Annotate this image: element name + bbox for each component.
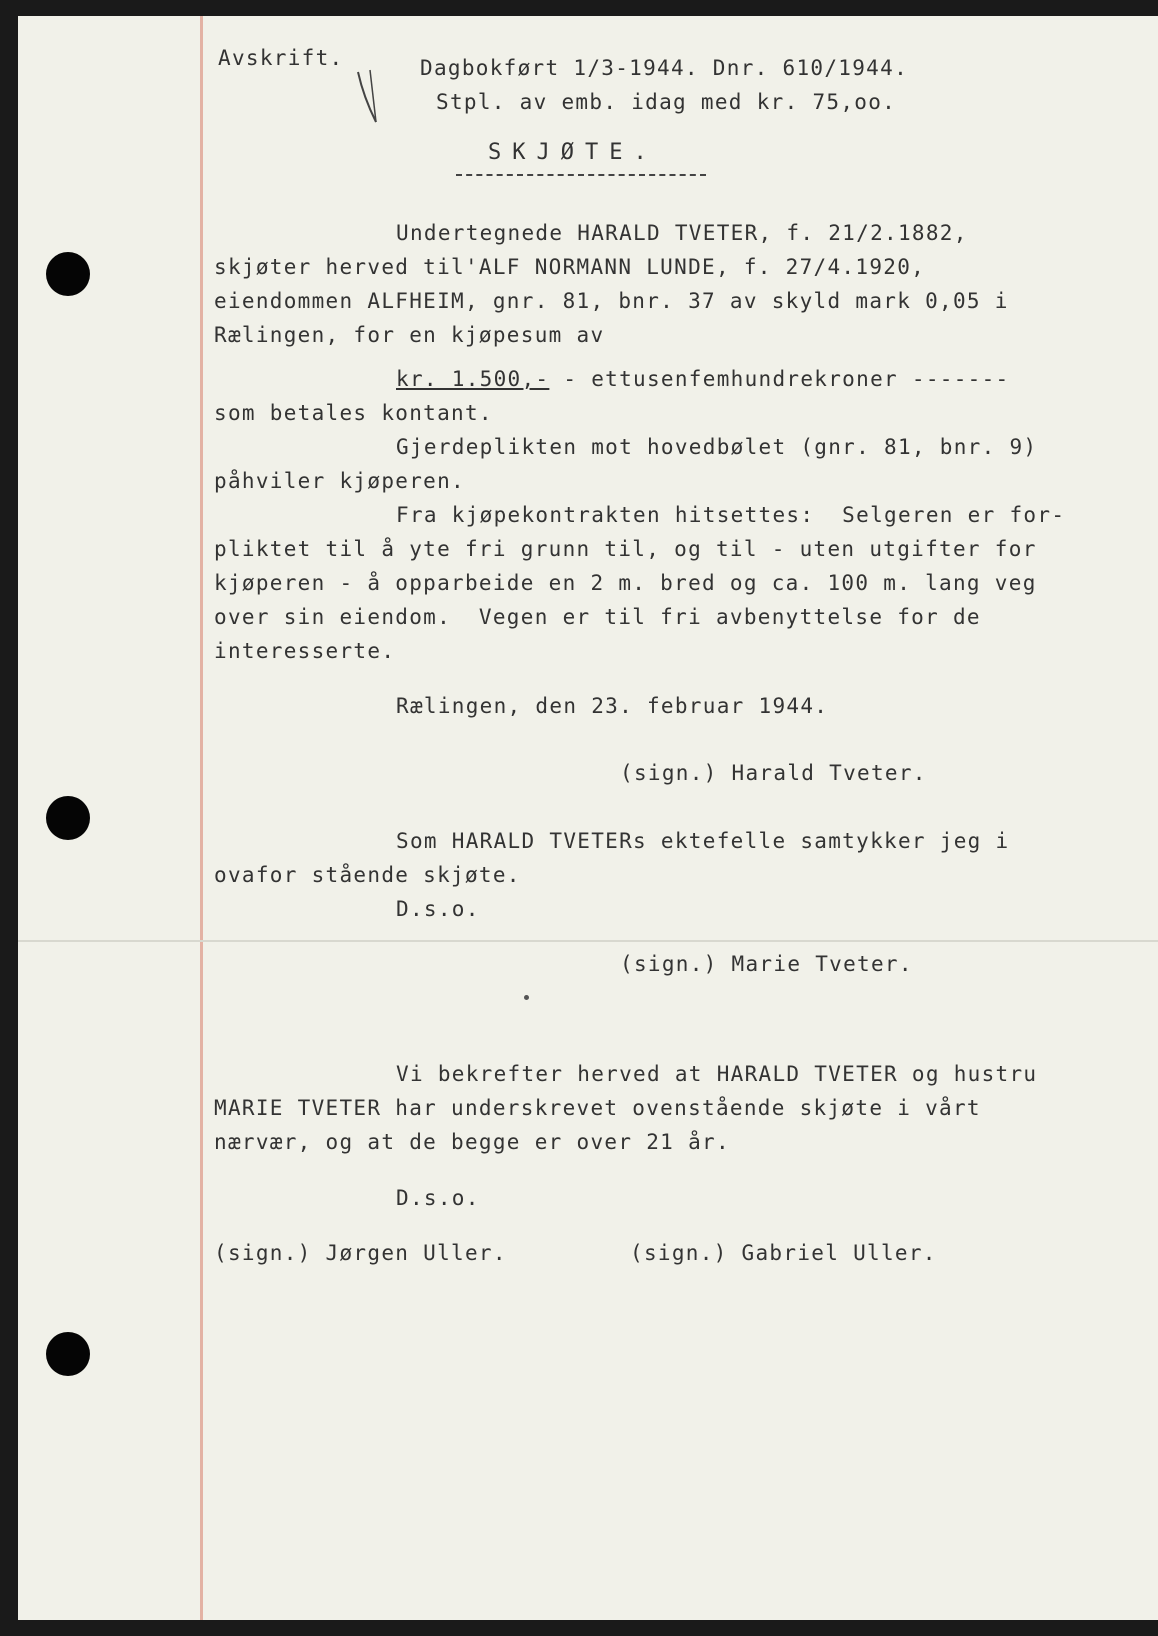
contract-line-3: kjøperen - å opparbeide en 2 m. bred og ca. 100 m. lang veg: [214, 571, 1037, 595]
witness-line-1: Vi bekrefter herved at HARALD TVETER og hustru: [396, 1062, 1038, 1086]
purchase-amount-words: - ettusenfemhundrekroner -------: [549, 367, 1010, 391]
stamp-line: Stpl. av emb. idag med kr. 75,oo.: [436, 90, 897, 114]
contract-line-5: interesserte.: [214, 639, 396, 663]
consent-line-2: ovafor stående skjøte.: [214, 863, 521, 887]
deed-line-4: Rælingen, for en kjøpesum av: [214, 323, 605, 347]
registry-line: Dagbokført 1/3-1944. Dnr. 610/1944.: [420, 56, 909, 80]
witness-line-3: nærvær, og at de begge er over 21 år.: [214, 1130, 730, 1154]
deed-line-1: Undertegnede HARALD TVETER, f. 21/2.1882,: [396, 221, 968, 245]
margin-line: [200, 16, 203, 1620]
document-page: [18, 16, 1158, 1620]
copy-label: Avskrift.: [218, 46, 344, 70]
seller-signature: (sign.) Harald Tveter.: [620, 761, 927, 785]
witness-signature-2: (sign.) Gabriel Uller.: [630, 1241, 937, 1265]
ink-dot: [524, 995, 529, 1000]
title-underline: [456, 174, 706, 176]
contract-line-4: over sin eiendom. Vegen er til fri avbenyttelse for de: [214, 605, 981, 629]
spouse-signature: (sign.) Marie Tveter.: [620, 952, 913, 976]
payment-terms: som betales kontant.: [214, 401, 493, 425]
punch-hole-bottom: [46, 1332, 90, 1376]
witness-signature-1: (sign.) Jørgen Uller.: [214, 1241, 507, 1265]
fence-duty-line-1: Gjerdeplikten mot hovedbølet (gnr. 81, bnr. 9): [396, 435, 1038, 459]
purchase-amount: kr. 1.500,-: [396, 367, 550, 391]
punch-hole-top: [46, 252, 90, 296]
contract-line-1: Fra kjøpekontrakten hitsettes: Selgeren er for-: [396, 503, 1066, 527]
fence-duty-line-2: påhviler kjøperen.: [214, 469, 465, 493]
document-title: SKJØTE.: [488, 140, 658, 165]
purchase-amount-line: [396, 367, 1010, 391]
consent-dso: D.s.o.: [396, 897, 480, 921]
witness-line-2: MARIE TVETER har underskrevet ovenstående skjøte i vårt: [214, 1096, 981, 1120]
place-date: Rælingen, den 23. februar 1944.: [396, 694, 829, 718]
witness-dso: D.s.o.: [396, 1186, 480, 1210]
deed-line-3: eiendommen ALFHEIM, gnr. 81, bnr. 37 av skyld mark 0,05 i: [214, 289, 1009, 313]
punch-hole-middle: [46, 796, 90, 840]
deed-line-2: skjøter herved til'ALF NORMANN LUNDE, f. 27/4.1920,: [214, 255, 926, 279]
handwritten-check-mark: [354, 66, 384, 126]
paper-fold: [18, 940, 1158, 942]
consent-line-1: Som HARALD TVETERs ektefelle samtykker jeg i: [396, 829, 1010, 853]
contract-line-2: pliktet til å yte fri grunn til, og til - uten utgifter for: [214, 537, 1037, 561]
